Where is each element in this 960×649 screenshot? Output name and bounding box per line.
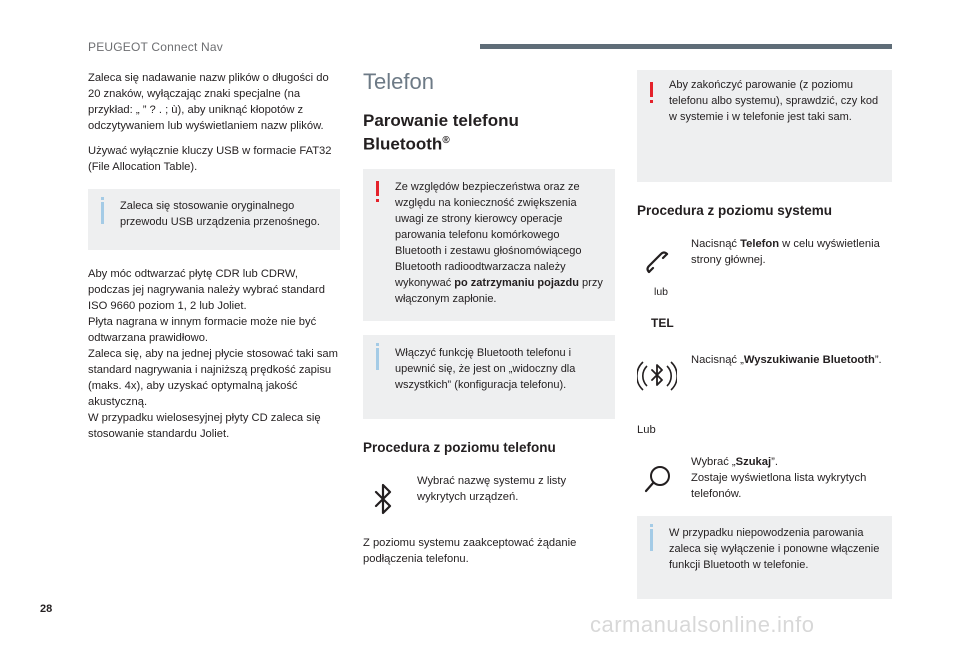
section-title: Telefon (363, 69, 434, 94)
magnifier-icon (637, 460, 677, 500)
warning-text: Aby zakończyć parowanie (z poziomu telefonu albo systemu), sprawdzić, czy kod w systemie i w telefonie jest taki sam. (669, 79, 879, 123)
step-bluetooth-search (637, 352, 892, 392)
column-1 (88, 70, 340, 442)
warning-box-code (637, 70, 892, 182)
subsection-title (363, 111, 615, 155)
step-text: Nacisnąć Telefon w celu wyświetlenia strony głównej. (691, 238, 880, 266)
info-icon (650, 529, 653, 551)
column-3 (637, 70, 892, 599)
paragraph-cdr: Aby móc odtwarzać płytę CDR lub CDRW, podczas jej nagrywania należy wybrać standard ISO 9660 poziom 1, 2 lub Joliet. (88, 268, 325, 312)
page-number: 28 (40, 603, 53, 615)
or-label-small: lub (654, 286, 669, 298)
info-box-text: Włączyć funkcję Bluetooth telefonu i upewnić się, że jest on „widoczny dla wszystkich” (konfiguracja telefonu). (395, 346, 576, 391)
step-text: Wybrać „Szukaj”. Zostaje wyświetlona lista wykrytych telefonów. (691, 456, 867, 500)
paragraph-speed: Zaleca się, aby na jednej płycie stosować taki sam standard nagrywania i najniższą prędkość zapisu (maks. 4x), aby uzyskać optymalną jakość akustyczną. (88, 348, 338, 408)
step-select-system (363, 473, 615, 513)
bluetooth-icon (363, 479, 403, 519)
procedure-phone-title: Procedura z poziomu telefonu (363, 439, 556, 455)
warning-box-safety (363, 169, 615, 321)
paragraph-joliet: W przypadku wielosesyjnej płyty CD zaleca się stosowanie standardu Joliet. (88, 412, 321, 440)
bluetooth-search-icon (637, 356, 677, 396)
subsection-title-line1: Parowanie telefonu (363, 111, 519, 130)
warning-icon (650, 82, 653, 97)
paragraph-filenames: Zaleca się nadawanie nazw plików o długości do 20 znaków, wyłączając znaki specjalne (na przykład: „ ” ? . ; ù), aby uniknąć kłopotów z odczytywaniem lub wyświetlaniem nazw plików. (88, 72, 329, 132)
tel-button-label: TEL (651, 316, 674, 330)
subsection-title-line2: Bluetooth (363, 134, 443, 154)
registered-mark: ® (442, 135, 450, 146)
procedure-system-title: Procedura z poziomu systemu (637, 203, 833, 218)
info-box-usb-cable (88, 189, 340, 250)
step-text: Wybrać nazwę systemu z listy wykrytych urządzeń. (417, 474, 567, 503)
paragraph-usb-format: Używać wyłącznie kluczy USB w formacie FAT32 (File Allocation Table). (88, 145, 332, 173)
info-box-text: Zaleca się stosowanie oryginalnego przewodu USB urządzenia przenośnego. (120, 200, 320, 228)
step-text: Nacisnąć „Wyszukiwanie Bluetooth”. (691, 354, 882, 366)
header-title: PEUGEOT Connect Nav (88, 40, 223, 54)
column-2 (363, 70, 615, 567)
info-icon (376, 348, 379, 370)
info-box-failure (637, 516, 892, 599)
warning-icon (376, 181, 379, 196)
warning-text: Ze względów bezpieczeństwa oraz ze względu na konieczność zwiększenia uwagi ze strony kierowcy operacje parowania telefonu komórkowego Bluetooth i zestawu głośnomówiącego Bluetooth radioodtwarzacza należy wykonywać (395, 180, 582, 289)
paragraph-accept: Z poziomu systemu zaakceptować żądanie podłączenia telefonu. (363, 536, 577, 565)
step-press-phone (637, 236, 892, 276)
phone-handset-icon (637, 244, 677, 284)
header-bar (480, 44, 892, 49)
paragraph-cd-block (88, 266, 340, 442)
info-box-visibility (363, 335, 615, 419)
warning-text-bold: po zatrzymaniu pojazdu (454, 276, 579, 289)
watermark: carmanualsonline.info (590, 612, 815, 637)
info-icon (101, 202, 104, 224)
paragraph-other-format: Płyta nagrana w innym formacie może nie być odtwarzana prawidłowo. (88, 316, 317, 344)
warning-text-tail: przy włączonym zapłonie. (395, 276, 603, 305)
step-search (637, 454, 892, 502)
or-label: Lub (637, 424, 656, 436)
info-box-text: W przypadku niepowodzenia parowania zaleca się wyłączenie i ponowne włączenie funkcji Bluetooth w telefonie. (669, 527, 880, 571)
